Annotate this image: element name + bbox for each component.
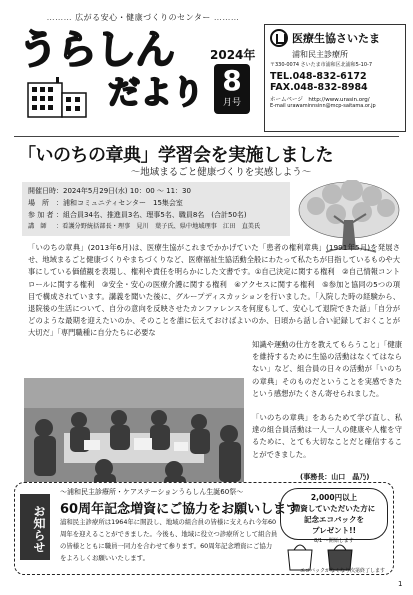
clinic-name: 浦和民主診療所	[292, 50, 348, 59]
notice-event-line: ～浦和民主診療所・ケアステーションうらしん生誕60祭～	[60, 488, 244, 496]
event-info-box	[22, 182, 290, 236]
event-info-row: 参 加 者 ：組合員34名、推進員3名、理事5名、職員8名 (合計50名)	[28, 211, 247, 219]
article-paragraph: 「いのちの章典」をあらためて学び直し、私達の組合員活動は一人一人の健康や人権を守るために、とても大切なことだと確信することができました。	[252, 413, 402, 459]
eco-bag-note: エコバックがなくなり次第終了します	[300, 568, 386, 574]
organization-name: 医療生協さいたま	[292, 32, 380, 45]
issue-month-unit: 月号	[222, 98, 241, 108]
event-info-row: 開催日時：2024年5月29日(水) 10：00 ～ 11：30	[28, 187, 191, 195]
newsletter-title-sub: だより	[108, 73, 205, 111]
article-headline: 「いのちの章典」学習会を実施しました	[18, 145, 333, 166]
workshop-photo-image	[24, 378, 244, 486]
tagline: ……… 広がる安心・健康づくりのセンター ………	[18, 12, 268, 23]
article-paragraph: 「いのちの章典」(2013年6月)は、医療生協がこれまでかかげていた「患者の権利章典」(1991年5月)を発展させ、地域まるごと健康づくりやまちづくりなど、医療福祉生協活動全般にわたって私たちが目指しているものや大事にしている価値観を表現し、権利や責任を明らかにした文書です。①自己決定に関する権利 ②自己情報コントロールに関する権利 ③安全・安心の医療介護に関する権利 ④アクセスに関する権利 ⑤参加と協同の5つの項目で構成されています。講義を聞いた後に、グループディスカッションを行いました。「入院した時の経験から、退院後の生活について、自分の意向を反映させたカンファレンスを何度もして、安心して退院できた話」「自分がどのような最期を迎えたいのか、そのことを誰に伝えておけばよいのか、日頃から話し合い記録しておくことが大切だ」「専門職種に自分たちに必要な	[28, 243, 400, 338]
coop-logo-icon	[270, 29, 288, 47]
issue-month-badge	[214, 64, 250, 114]
gift-bubble: 2,000円以上 増資していただいた方に 記念エコバックを プレゼント!! 8/1 ～開始します	[280, 488, 388, 540]
organization-box	[264, 24, 406, 132]
notice-body: 浦和民主診療所は1964年に開設し、地域の組合員の皆様に支えられ今年60周年を迎えることができました。今後も、地域に役立つ診療所として組合員の皆様とともに職員一同力を合わせて参ります。60周年記念増資にご協力をよろしくお願いいたします。	[60, 518, 278, 562]
clinic-address: 〒330-0074 さいたま市浦和区北浦和5-10-7	[270, 62, 372, 68]
issue-year: 2024年	[210, 48, 256, 62]
event-info-row: 場 所 ：浦和コミュニティセンター 15集会室	[28, 199, 183, 207]
article-subhead: ～地域まるごと健康づくりを実感しよう～	[130, 167, 312, 178]
issue-month-number: 8	[222, 64, 242, 97]
event-info-row: 講 師 ：看護分野統括部長・理事 見川 葉子氏、県中地域理事 江田 直美氏	[28, 223, 261, 230]
article-author: (事務長：山口 晶乃)	[300, 473, 370, 481]
newsletter-title: うらしん	[18, 27, 174, 73]
clinic-website: ホームページ http://www.urasin.org/	[270, 97, 370, 103]
clinic-tel: TEL.048-832-6172	[270, 71, 367, 82]
building-icon	[26, 75, 88, 119]
clinic-fax: FAX.048-832-8984	[270, 82, 368, 93]
notice-title: 60周年記念増資にご協力をお願いします	[60, 502, 300, 517]
workshop-photo	[24, 378, 244, 486]
notice-label: お知らせ	[20, 494, 50, 560]
headline-divider	[14, 136, 399, 137]
page-number: 1	[398, 580, 403, 588]
clinic-email: E-mail urawaminnsinn@mcp-saitama.or.jp	[270, 103, 376, 109]
article-paragraph: 知識や運動の仕方を教えてもらうこと」「健康を維持するために生協の活動はなくてはならない」など、組合員の日々の活動が「いのちの章典」そのものだということを実感できたという感想がたくさん寄せられました。	[252, 340, 402, 398]
